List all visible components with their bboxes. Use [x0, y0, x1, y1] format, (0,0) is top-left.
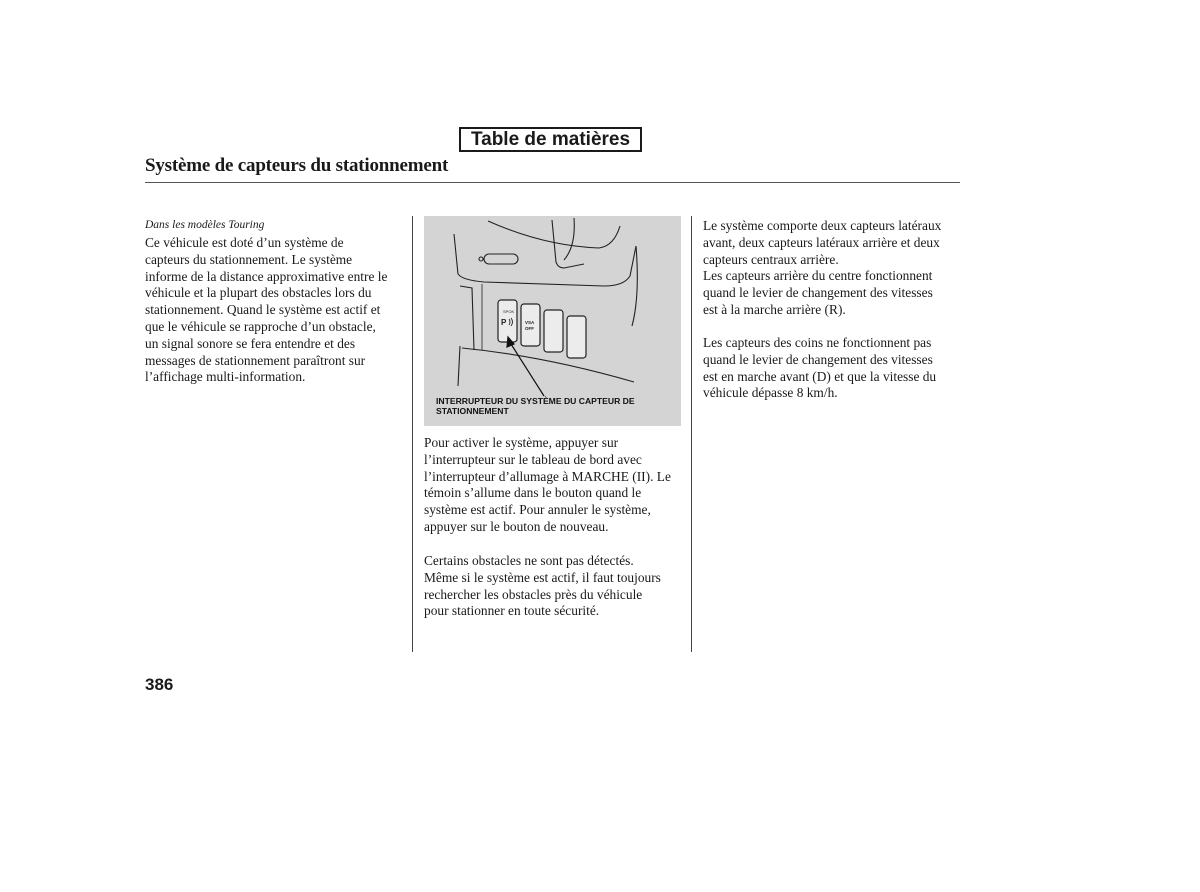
intro-paragraph — [145, 235, 387, 386]
dashboard-illustration — [424, 216, 681, 426]
text-line: capteurs centraux arrière. — [703, 251, 839, 267]
text-line: rechercher les obstacles près du véhicule — [424, 586, 643, 602]
model-note: Dans les modèles Touring — [145, 219, 265, 231]
vsa-label: OFF — [525, 326, 534, 331]
page-number: 386 — [145, 675, 174, 694]
text-line: stationnement. Quand le système est actif et — [145, 302, 381, 318]
caption-line: INTERRUPTEUR DU SYSTÈME DU CAPTEUR DE — [436, 396, 635, 406]
column-divider — [691, 216, 692, 652]
text-line: l’interrupteur sur le tableau de bord avec — [424, 451, 642, 467]
text-line: véhicule et la plupart des obstacles lors du — [145, 285, 372, 301]
text-line: capteurs du stationnement. Le système — [145, 251, 353, 267]
text-line: témoin s’allume dans le bouton quand le — [424, 485, 642, 501]
parking-sensor-switch-label: P — [501, 318, 507, 327]
text-line: Ce véhicule est doté d’un système de — [145, 235, 344, 250]
corner-sensors-paragraph — [703, 335, 936, 402]
column-divider — [412, 216, 413, 652]
text-line: appuyer sur le bouton de nouveau. — [424, 518, 609, 534]
title-divider — [145, 182, 960, 183]
text-line: que le véhicule se rapproche d’un obstacle, — [145, 318, 376, 334]
text-line: Le système comporte deux capteurs latéraux — [703, 218, 942, 233]
text-line: l’interrupteur d’allumage à MARCHE (II). Le — [424, 468, 671, 484]
text-line: quand le levier de changement des vitesses — [703, 351, 933, 367]
text-line: avant, deux capteurs latéraux arrière et deux — [703, 234, 940, 250]
switch-label-top: SPOK — [503, 309, 515, 314]
text-line: est en marche avant (D) et que la vitesse du — [703, 368, 937, 384]
text-line: un signal sonore se fera entendre et des — [145, 335, 356, 351]
text-line: Pour activer le système, appuyer sur — [424, 435, 619, 450]
text-line: Même si le système est actif, il faut toujours — [424, 569, 661, 585]
text-line: informe de la distance approximative entre le — [145, 268, 388, 284]
text-line: l’affichage multi-information. — [145, 369, 306, 385]
text-line: messages de stationnement paraîtront sur — [145, 352, 366, 368]
obstacles-paragraph — [424, 553, 661, 620]
activation-paragraph — [424, 435, 671, 536]
text-line: Les capteurs arrière du centre fonctionnent — [703, 268, 933, 284]
sensors-paragraph — [703, 218, 941, 319]
table-of-contents-button[interactable]: Table de matières — [459, 127, 642, 152]
text-line: système est actif. Pour annuler le système, — [424, 502, 651, 518]
text-line: quand le levier de changement des vitesses — [703, 285, 933, 301]
text-line: véhicule dépasse 8 km/h. — [703, 385, 838, 401]
text-line: Certains obstacles ne sont pas détectés. — [424, 553, 634, 568]
figure-caption — [436, 396, 676, 416]
caption-line: STATIONNEMENT — [436, 406, 509, 416]
text-line: est à la marche arrière (R). — [703, 301, 846, 317]
text-line: Les capteurs des coins ne fonctionnent pas — [703, 335, 932, 350]
text-line: pour stationner en toute sécurité. — [424, 603, 600, 619]
page-title: Système de capteurs du stationnement — [145, 155, 449, 176]
vsa-label: VSA — [525, 320, 535, 325]
parking-sensor-switch-figure — [424, 216, 681, 426]
